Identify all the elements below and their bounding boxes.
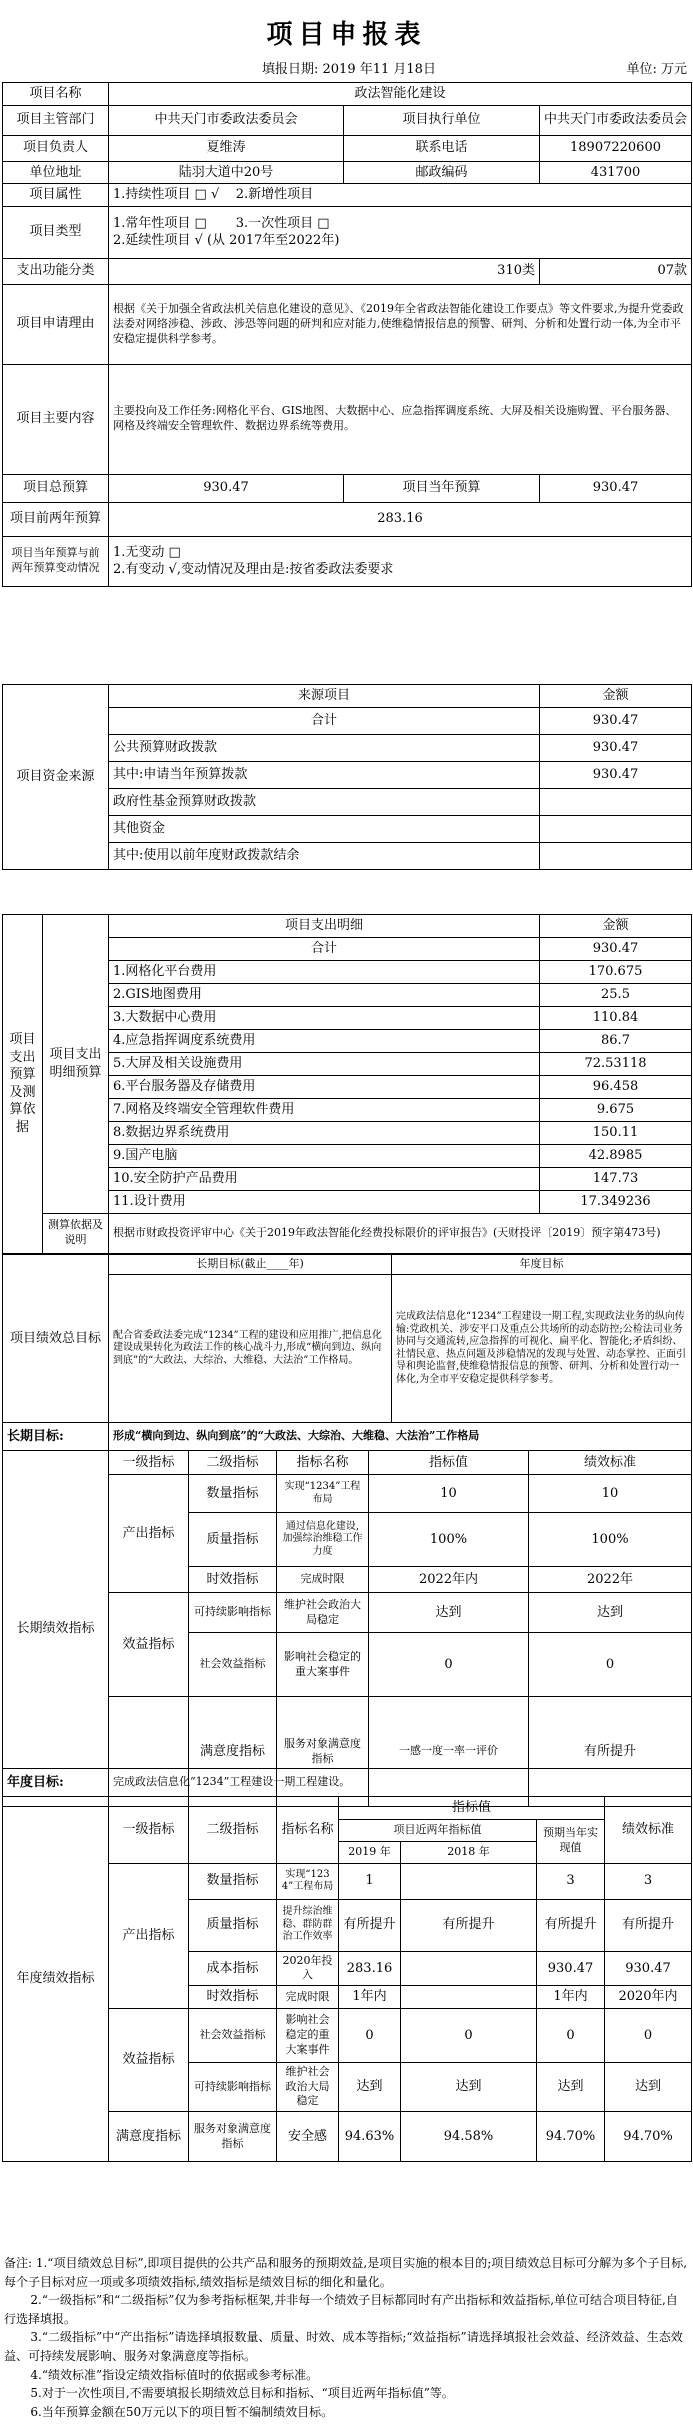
page-title: 项目申报表 <box>266 20 427 50</box>
prev-budget-value: 283.16 <box>109 502 692 536</box>
type-option-1: 1.常年性项目 □ <box>113 215 207 231</box>
annual-value-pred: 3 <box>537 1863 605 1899</box>
exec-value: 中共天门市委政法委员会 <box>540 105 692 135</box>
funds-table <box>2 684 692 870</box>
long-header-standard: 绩效标准 <box>529 1451 692 1475</box>
func-class-mid: 310类 <box>109 258 540 284</box>
long-l2: 可持续影响指标 <box>189 1593 277 1633</box>
annual-l2: 时效指标 <box>189 1986 277 2009</box>
annual-header-l1: 一级指标 <box>109 1797 189 1864</box>
phone-value: 18907220600 <box>540 135 692 161</box>
label-prev-budget: 项目前两年预算 <box>3 502 109 536</box>
type-options <box>109 206 692 258</box>
annual-side-label: 年度绩效指标 <box>3 1797 109 2162</box>
annual-value-standard: 0 <box>605 2008 692 2062</box>
func-class-right: 07款 <box>540 258 692 284</box>
label-project-name: 项目名称 <box>3 83 109 106</box>
annual-goal-label: 年度目标: <box>3 1769 109 1797</box>
attr-options <box>109 184 692 207</box>
annual-value-y1: 94.63% <box>339 2112 401 2162</box>
label-year-budget: 项目当年预算 <box>344 474 540 502</box>
annual-value-y1: 达到 <box>339 2062 401 2112</box>
funds-row-amount <box>540 842 692 869</box>
long-goal-text: 形成“横向到边、纵向到底”的“大政法、大综治、大维稳、大法治”工作格局 <box>109 1423 692 1451</box>
funds-row-name: 其他资金 <box>109 815 540 842</box>
annual-value-pred: 930.47 <box>537 1951 605 1986</box>
expense-header-item: 项目支出明细 <box>109 915 540 938</box>
long-l2: 服务对象满意度指标 <box>277 1697 369 1807</box>
long-indicator-standard: 10 <box>529 1475 692 1513</box>
long-indicator-name: 完成时限 <box>277 1567 369 1593</box>
annual-value-y1: 1 <box>339 1863 401 1899</box>
annual-value-pred: 94.70% <box>537 2112 605 2162</box>
expense-row-amount: 86.7 <box>540 1029 692 1052</box>
annual-header-name: 指标名称 <box>277 1797 339 1864</box>
long-indicator-value: 有所提升 <box>529 1697 692 1807</box>
annual-value-pred: 达到 <box>537 2062 605 2112</box>
form-meta <box>0 58 693 80</box>
note-item: 备注: 1.“项目绩效总目标”,即项目提供的公共产品和服务的预期效益,是项目实施的根本目的;项目绩效总目标可分解为多个子目标,每个子目标对应一项或多项绩效指标,绩效指标是绩效目标的细化和量化。 <box>4 2256 688 2289</box>
expense-row-amount: 150.11 <box>540 1121 692 1144</box>
annual-value-y1: 1年内 <box>339 1986 401 2009</box>
expense-table <box>2 914 692 1254</box>
note-item: 4.“绩效标准”指设定绩效指标值时的依据或参考标准。 <box>30 2367 319 2382</box>
annual-value-standard: 2020年内 <box>605 1986 692 2009</box>
project-name: 政法智能化建设 <box>109 83 692 106</box>
annual-value-y2 <box>401 1986 537 2009</box>
long-output-label: 产出指标 <box>109 1475 189 1593</box>
annual-indicator-name: 2020年投入 <box>277 1951 339 1986</box>
expense-row-amount: 110.84 <box>540 1006 692 1029</box>
note-item: 5.对于一次性项目,不需要填报长期绩效总目标和指标、“项目近两年指标值”等。 <box>30 2386 454 2401</box>
funds-row-name: 其中:申请当年预算拨款 <box>109 761 540 788</box>
long-indicator-name: 一感一度一率一评价 <box>369 1697 529 1807</box>
attr-option-2: 2.新增性项目 <box>235 187 314 203</box>
annual-value-y2: 94.58% <box>401 2112 537 2162</box>
long-header-l1: 一级指标 <box>109 1451 189 1475</box>
annual-output-label: 产出指标 <box>109 1863 189 2008</box>
funds-row-amount: 930.47 <box>540 761 692 788</box>
annual-indicator-name: 安全感 <box>277 2112 339 2162</box>
funds-row-name: 合计 <box>109 707 540 734</box>
dept-value: 中共天门市委政法委员会 <box>109 105 344 135</box>
annual-value-standard: 3 <box>605 1863 692 1899</box>
annual-value-standard: 达到 <box>605 2062 692 2112</box>
long-goal-label: 长期目标: <box>3 1423 109 1451</box>
annual-effect-label: 效益指标 <box>109 2008 189 2112</box>
annual-satis-label: 满意度指标 <box>109 2112 189 2162</box>
expense-row-name: 7.网格及终端安全管理软件费用 <box>109 1098 540 1121</box>
annual-header-y1: 2019 年 <box>339 1841 401 1863</box>
perf-header-long: 长期目标(截止____年) <box>109 1255 392 1275</box>
label-leader: 项目负责人 <box>3 135 109 161</box>
annual-value-y2 <box>401 1863 537 1899</box>
label-type: 项目类型 <box>3 206 109 258</box>
label-expense-basis: 测算依据及说明 <box>43 1213 109 1253</box>
annual-header-value: 指标值 <box>339 1797 605 1820</box>
label-func-class: 支出功能分类 <box>3 258 109 284</box>
annual-header-y2: 2018 年 <box>401 1841 537 1863</box>
annual-l2: 质量指标 <box>189 1899 277 1951</box>
expense-row-amount: 42.8985 <box>540 1144 692 1167</box>
fill-date: 填报日期: 2019 年11 月18日 <box>262 62 436 77</box>
expense-row-name: 10.安全防护产品费用 <box>109 1167 540 1190</box>
funds-header-amount: 金额 <box>540 685 692 708</box>
annual-l2: 可持续影响指标 <box>189 2062 277 2112</box>
funds-header-source: 来源项目 <box>109 685 540 708</box>
long-indicator-standard: 0 <box>529 1633 692 1697</box>
expense-row-amount: 170.675 <box>540 960 692 983</box>
annual-value-pred: 0 <box>537 2008 605 2062</box>
note-item: 3.“二级指标”中“产出指标”请选择填报数量、质量、时效、成本等指标;“效益指标”请选择填报社会效益、经济效益、生态效益、可持续发展影响、服务对象满意度等指标。 <box>4 2330 683 2363</box>
expense-row-amount: 9.675 <box>540 1098 692 1121</box>
annual-l2: 服务对象满意度指标 <box>189 2112 277 2162</box>
expense-row-amount: 96.458 <box>540 1075 692 1098</box>
annual-header-pred: 预期当年实现值 <box>537 1819 605 1863</box>
annual-value-y2: 达到 <box>401 2062 537 2112</box>
budget-change-options <box>109 536 692 586</box>
annual-value-standard: 有所提升 <box>605 1899 692 1951</box>
note-item: 2.“一级指标”和“二级指标”仅为参考指标框架,并非每一个绩效子目标都同时有产出指标和效益指标,单位可结合项目特征,自行选择填报。 <box>4 2293 678 2326</box>
currency-unit: 单位: 万元 <box>626 62 687 77</box>
annual-value-y2 <box>401 1951 537 1986</box>
annual-l2: 社会效益指标 <box>189 2008 277 2062</box>
long-side-label: 长期绩效指标 <box>3 1451 109 1807</box>
perf-year-text: 完成政法信息化“1234”工程建设一期工程,实现政法业务的纵向传输:党政机关、涉安平口及重点公共场所的动态防控;公检法司业务协同与交通流转,应急指挥的可视化、扁平化、智能化;矛盾纠纷、社情民意、热点问题及涉稳情况的发现与处置、动态掌控、正面引导和舆论监督,使维稳情报信息的预警、研判、分析和处置行动一体化,为全市平安稳定提供科学参考。 <box>392 1275 692 1423</box>
label-budget-change: 项目当年预算与前两年预算变动情况 <box>3 536 109 586</box>
annual-l2: 数量指标 <box>189 1863 277 1899</box>
funds-row-amount: 930.47 <box>540 707 692 734</box>
long-l2: 数量指标 <box>189 1475 277 1513</box>
expense-row-name: 9.国产电脑 <box>109 1144 540 1167</box>
annual-header-standard: 绩效标准 <box>605 1797 692 1864</box>
expense-basis-text: 根据市财政投资评审中心《关于2019年政法智能化经费投标限价的评审报告》(天财投评〔2019〕预字第473号) <box>109 1213 692 1253</box>
annual-value-standard: 94.70% <box>605 2112 692 2162</box>
long-satis-label: 满意度指标 <box>189 1697 277 1807</box>
label-zip: 邮政编码 <box>344 161 540 184</box>
annual-indicator-name: 完成时限 <box>277 1986 339 2009</box>
long-indicator-value: 2022年内 <box>369 1567 529 1593</box>
annual-value-y1: 283.16 <box>339 1951 401 1986</box>
annual-header-prev: 项目近两年指标值 <box>339 1819 537 1841</box>
long-indicator-value: 10 <box>369 1475 529 1513</box>
expense-row-name: 6.平台服务器及存储费用 <box>109 1075 540 1098</box>
leader-value: 夏维涛 <box>109 135 344 161</box>
annual-value-y1: 0 <box>339 2008 401 2062</box>
label-basis: 项目申请理由 <box>3 284 109 364</box>
label-funds: 项目资金来源 <box>3 685 109 870</box>
annual-value-pred: 1年内 <box>537 1986 605 2009</box>
expense-row-amount: 930.47 <box>540 937 692 960</box>
annual-value-standard: 930.47 <box>605 1951 692 1986</box>
basis-text: 根据《关于加强全省政法机关信息化建设的意见》、《2019年全省政法智能化建设工作要点》等文件要求,为提升党委政法委对网络涉稳、涉政、涉恐等问题的研判和应对能力,使维稳情报信息的预警、研判、分析和处置行动一体,为全市平安稳定提供科学参考。 <box>109 284 692 364</box>
annual-indicator-name: 实现“1234”工程布局 <box>277 1863 339 1899</box>
expense-row-amount: 25.5 <box>540 983 692 1006</box>
funds-row-name: 政府性基金预算财政拨款 <box>109 788 540 815</box>
label-phone: 联系电话 <box>344 135 540 161</box>
funds-row-amount <box>540 815 692 842</box>
annual-indicator-name: 维护社会政治大局稳定 <box>277 2062 339 2112</box>
annual-l2: 成本指标 <box>189 1951 277 1986</box>
long-indicator-name: 影响社会稳定的重大案事件 <box>277 1633 369 1697</box>
long-indicator-value: 0 <box>369 1633 529 1697</box>
label-perf-goal: 项目绩效总目标 <box>3 1255 109 1423</box>
expense-row-name: 5.大屏及相关设施费用 <box>109 1052 540 1075</box>
perf-goal-table <box>2 1254 692 1423</box>
long-l2: 时效指标 <box>189 1567 277 1593</box>
label-content: 项目主要内容 <box>3 364 109 474</box>
long-indicator-name: 通过信息化建设,加强综治维稳工作力度 <box>277 1513 369 1567</box>
expense-header-amount: 金额 <box>540 915 692 938</box>
expense-row-amount: 147.73 <box>540 1167 692 1190</box>
content-text: 主要投向及工作任务:网格化平台、GIS地图、大数据中心、应急指挥调度系统、大屏及相关设施购置、平台服务器、网格及终端安全管理软件、数据边界系统等费用。 <box>109 364 692 474</box>
annual-value-pred: 有所提升 <box>537 1899 605 1951</box>
label-exec: 项目执行单位 <box>344 105 540 135</box>
type-option-3: 3.一次性项目 □ <box>235 215 330 231</box>
annual-table <box>2 1768 692 2162</box>
funds-row-amount <box>540 788 692 815</box>
long-indicator-standard: 2022年 <box>529 1567 692 1593</box>
expense-row-amount: 17.349236 <box>540 1190 692 1213</box>
label-expense-inner: 项目支出明细预算 <box>43 915 109 1214</box>
note-item: 6.当年预算金额在50万元以下的项目暂不编制绩效目标。 <box>30 2404 334 2419</box>
long-indicator-name: 维护社会政治大局稳定 <box>277 1593 369 1633</box>
long-effect-label: 效益指标 <box>109 1593 189 1697</box>
expense-row-name: 8.数据边界系统费用 <box>109 1121 540 1144</box>
long-indicator-standard: 达到 <box>529 1593 692 1633</box>
perf-header-year: 年度目标 <box>392 1255 692 1275</box>
expense-row-amount: 72.53118 <box>540 1052 692 1075</box>
long-header-value: 指标值 <box>369 1451 529 1475</box>
label-attr: 项目属性 <box>3 184 109 207</box>
expense-row-name: 合计 <box>109 937 540 960</box>
funds-row-amount: 930.47 <box>540 734 692 761</box>
label-dept: 项目主管部门 <box>3 105 109 135</box>
change-option-1: 1.无变动 □ <box>113 544 181 560</box>
long-l2: 质量指标 <box>189 1513 277 1567</box>
zip-value: 431700 <box>540 161 692 184</box>
expense-row-name: 11.设计费用 <box>109 1190 540 1213</box>
long-term-table <box>2 1422 692 1807</box>
long-l2: 社会效益指标 <box>189 1633 277 1697</box>
change-option-2: 2.有变动 √,变动情况及理由是:按省委政法委要求 <box>113 562 394 578</box>
long-indicator-standard: 100% <box>529 1513 692 1567</box>
annual-goal-text: 完成政法信息化“1234”工程建设一期工程建设。 <box>109 1769 692 1797</box>
total-budget-value: 930.47 <box>109 474 344 502</box>
year-budget-value: 930.47 <box>540 474 692 502</box>
long-header-name: 指标名称 <box>277 1451 369 1475</box>
long-indicator-value: 达到 <box>369 1593 529 1633</box>
notes-section <box>4 2254 688 2421</box>
type-option-2: 2.延续性项目 √ (从 2017年至2022年) <box>113 233 340 249</box>
label-address: 单位地址 <box>3 161 109 184</box>
annual-indicator-name: 影响社会稳定的重大案事件 <box>277 2008 339 2062</box>
annual-value-y2: 0 <box>401 2008 537 2062</box>
annual-value-y2: 有所提升 <box>401 1899 537 1951</box>
label-total-budget: 项目总预算 <box>3 474 109 502</box>
attr-option-1: 1.持续性项目 □ √ <box>113 187 220 203</box>
funds-row-name: 其中:使用以前年度财政拨款结余 <box>109 842 540 869</box>
expense-row-name: 1.网格化平台费用 <box>109 960 540 983</box>
perf-long-text: 配合省委政法委完成“1234”工程的建设和应用推广,把信息化建设成果转化为政法工作的核心战斗力,形成“横向到边、纵向到底”的“大政法、大综治、大维稳、大法治”工作格局。 <box>109 1275 392 1423</box>
expense-row-name: 4.应急指挥调度系统费用 <box>109 1029 540 1052</box>
funds-row-name: 公共预算财政拨款 <box>109 734 540 761</box>
long-indicator-value: 100% <box>369 1513 529 1567</box>
label-expense-outer: 项目支出预算及测算依据 <box>3 915 43 1254</box>
expense-row-name: 2.GIS地图费用 <box>109 983 540 1006</box>
annual-value-y1: 有所提升 <box>339 1899 401 1951</box>
long-header-l2: 二级指标 <box>189 1451 277 1475</box>
annual-indicator-name: 提升综治维稳、群防群治工作效率 <box>277 1899 339 1951</box>
long-indicator-name: 实现“1234”工程布局 <box>277 1475 369 1513</box>
annual-header-l2: 二级指标 <box>189 1797 277 1864</box>
expense-row-name: 3.大数据中心费用 <box>109 1006 540 1029</box>
basic-info-table <box>2 82 692 587</box>
address-value: 陆羽大道中20号 <box>109 161 344 184</box>
